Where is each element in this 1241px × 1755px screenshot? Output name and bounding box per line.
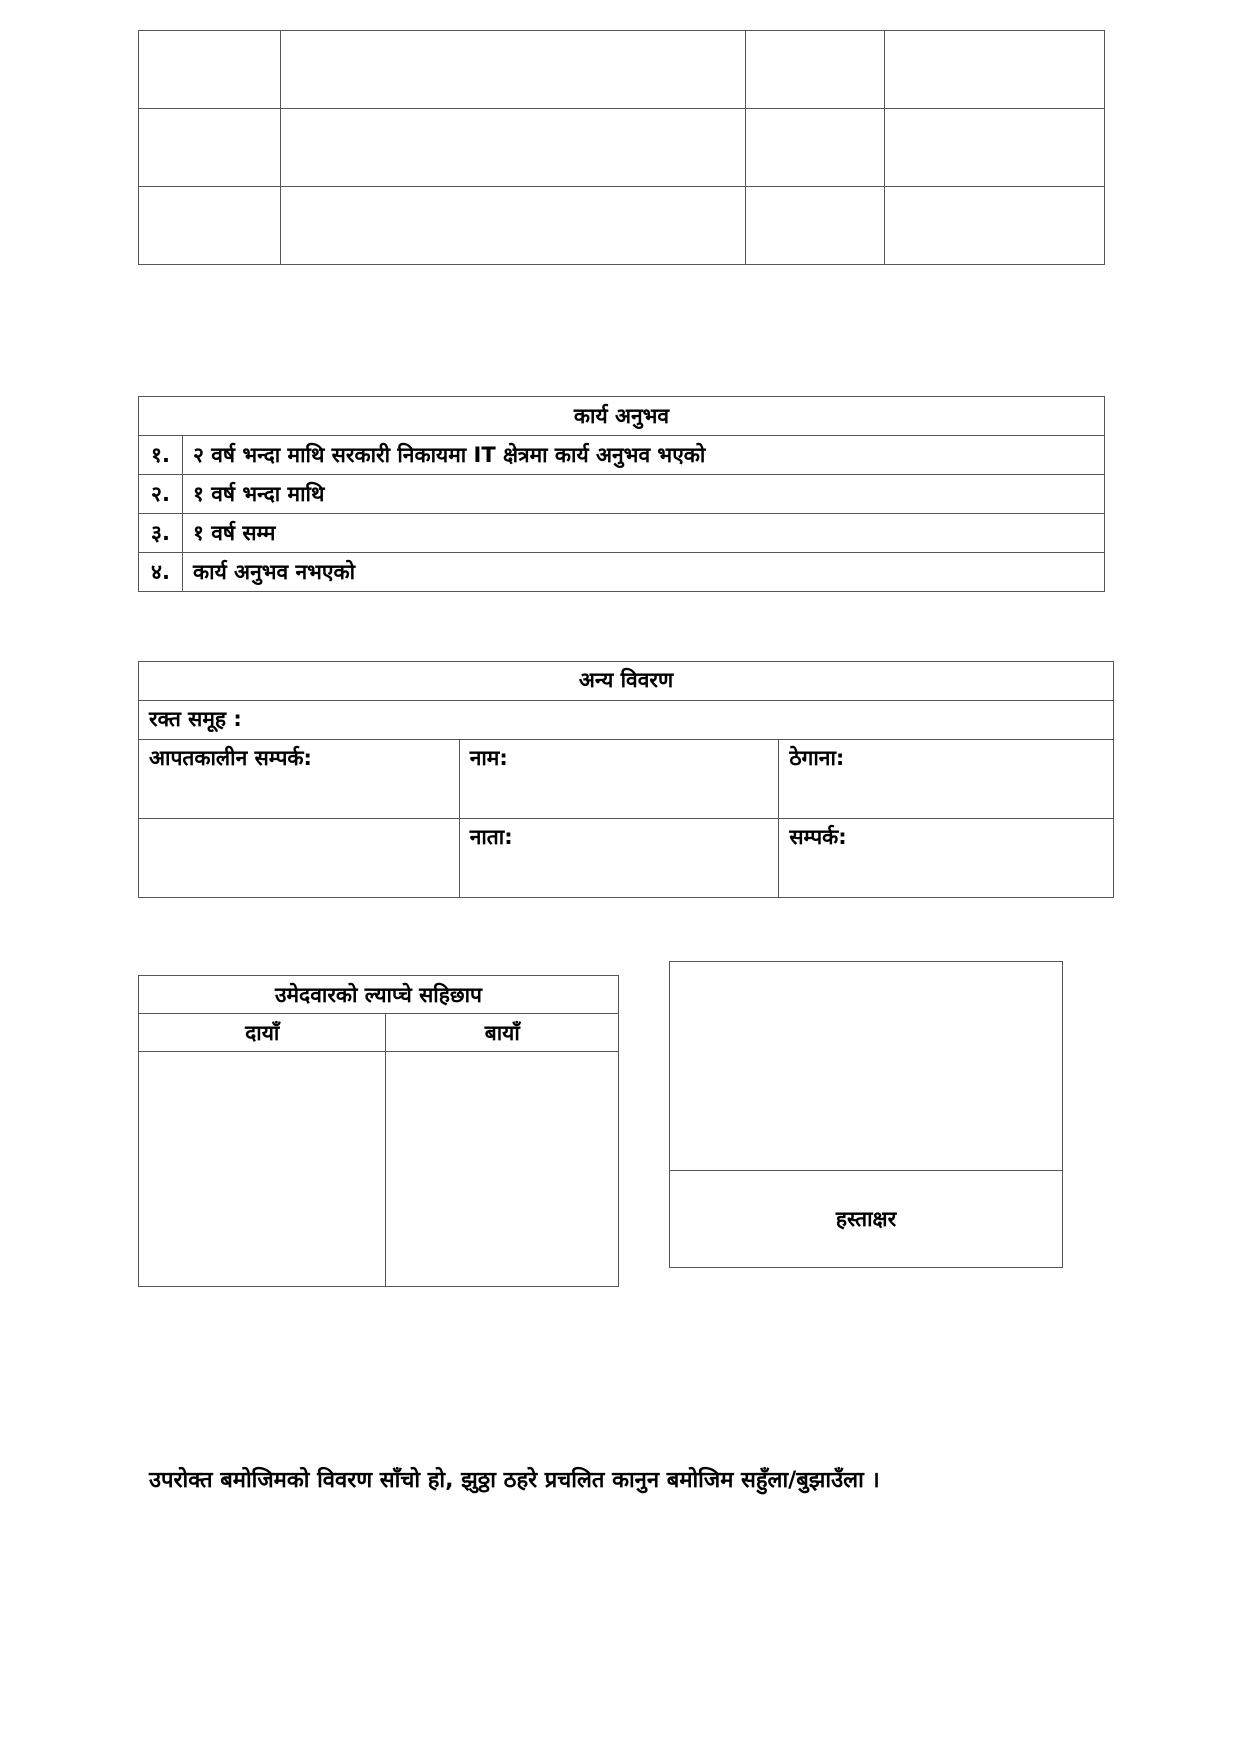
left-thumb-area[interactable] <box>386 1052 619 1287</box>
table-cell <box>139 187 281 265</box>
table-row <box>139 1014 619 1052</box>
table-cell <box>280 187 746 265</box>
work-experience-title: कार्य अनुभव <box>139 397 1105 436</box>
work-experience-table <box>138 396 1105 592</box>
table-cell <box>885 31 1105 109</box>
left-thumb-label: बायाँ <box>386 1014 619 1052</box>
thumbprint-title: उमेदवारको ल्याप्चे सहिछाप <box>139 976 619 1014</box>
table-row <box>139 701 1114 740</box>
table-cell <box>280 109 746 187</box>
table-cell <box>139 109 281 187</box>
table-cell <box>746 109 885 187</box>
table-row <box>139 553 1105 592</box>
table-row <box>139 187 1105 265</box>
declaration-text: उपरोक्त बमोजिमको विवरण साँचो हो, झुठ्ठा ठहरे प्रचलित कानुन बमोजिम सहुँला/बुझाउँला । <box>149 1468 880 1493</box>
table-row <box>139 740 1114 819</box>
item-number: १. <box>139 436 183 475</box>
table-cell <box>139 31 281 109</box>
right-thumb-label: दायाँ <box>139 1014 386 1052</box>
photo-signature-box <box>669 961 1063 1268</box>
table-cell <box>746 187 885 265</box>
emergency-contact-label: आपतकालीन सम्पर्क: <box>139 740 460 819</box>
table-row <box>139 109 1105 187</box>
contact-field[interactable]: सम्पर्क: <box>779 819 1114 898</box>
table-row <box>670 1171 1063 1268</box>
item-text: १ वर्ष भन्दा माथि <box>183 475 1105 514</box>
table-row <box>139 819 1114 898</box>
relation-field[interactable]: नाता: <box>459 819 779 898</box>
item-text: २ वर्ष भन्दा माथि सरकारी निकायमा IT क्षेत्रमा कार्य अनुभव भएको <box>183 436 1105 475</box>
signature-area[interactable] <box>670 1171 1063 1268</box>
table-cell <box>280 31 746 109</box>
table-row <box>139 31 1105 109</box>
address-field[interactable]: ठेगाना: <box>779 740 1114 819</box>
table-row <box>139 436 1105 475</box>
table-row <box>139 397 1105 436</box>
table-row <box>139 1052 619 1287</box>
table-cell <box>746 31 885 109</box>
other-details-title: अन्य विवरण <box>139 662 1114 701</box>
name-field[interactable]: नाम: <box>459 740 779 819</box>
item-number: ३. <box>139 514 183 553</box>
table-cell <box>885 187 1105 265</box>
table-row <box>139 514 1105 553</box>
top-empty-table <box>138 30 1105 265</box>
item-number: २. <box>139 475 183 514</box>
thumbprint-table <box>138 975 619 1287</box>
item-text: १ वर्ष सम्म <box>183 514 1105 553</box>
table-row <box>139 662 1114 701</box>
right-thumb-area[interactable] <box>139 1052 386 1287</box>
photo-area[interactable] <box>670 962 1063 1171</box>
table-cell <box>885 109 1105 187</box>
table-row <box>139 976 619 1014</box>
table-row <box>139 475 1105 514</box>
item-text: कार्य अनुभव नभएको <box>183 553 1105 592</box>
table-row <box>670 962 1063 1171</box>
blood-group-field[interactable]: रक्त समूह : <box>139 701 1114 740</box>
empty-cell <box>139 819 460 898</box>
signature-label: हस्ताक्षर <box>835 1207 897 1231</box>
other-details-table <box>138 661 1114 898</box>
item-number: ४. <box>139 553 183 592</box>
